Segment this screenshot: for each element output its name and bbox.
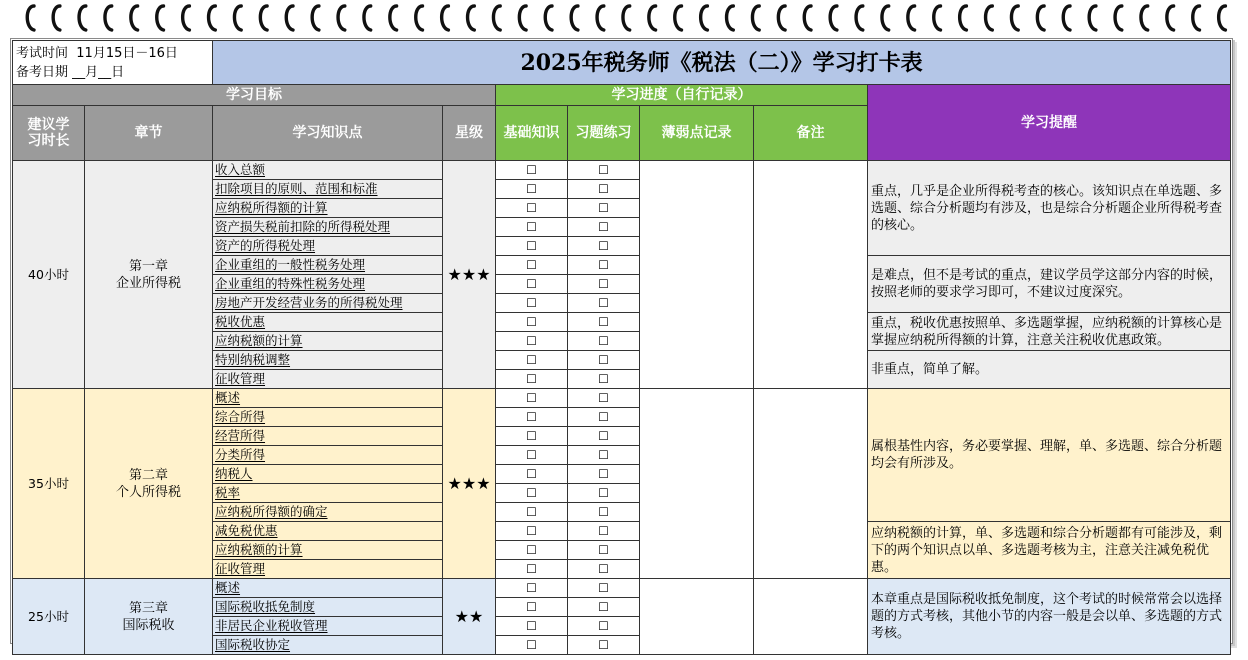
- knowledge-point: 房地产开发经营业务的所得税处理: [213, 294, 443, 313]
- basic-checkbox[interactable]: ☐: [496, 541, 568, 560]
- suggested-hours: 35小时: [13, 389, 85, 579]
- chapter-title: 企业所得税: [116, 275, 182, 291]
- exam-info: [13, 41, 213, 85]
- binding-ring: [260, 6, 267, 30]
- topic-header: 学习知识点: [213, 106, 443, 161]
- chapter-number: 第一章: [129, 258, 169, 274]
- basic-checkbox[interactable]: ☐: [496, 199, 568, 218]
- practice-checkbox[interactable]: ☐: [568, 313, 640, 332]
- study-reminder: 属根基性内容，务必要掌握、理解，单、多选题、综合分析题均会有所涉及。: [868, 389, 1231, 522]
- study-checkin-table: [12, 40, 1231, 655]
- basic-checkbox[interactable]: ☐: [496, 275, 568, 294]
- knowledge-point: 资产的所得税处理: [213, 237, 443, 256]
- knowledge-point: 应纳税所得额的确定: [213, 503, 443, 522]
- basic-checkbox[interactable]: ☐: [496, 408, 568, 427]
- table-row: [13, 161, 1231, 180]
- knowledge-point: 企业重组的一般性税务处理: [213, 256, 443, 275]
- binding-ring: [986, 6, 993, 30]
- practice-checkbox[interactable]: ☐: [568, 237, 640, 256]
- stars-header: 星级: [443, 106, 496, 161]
- chapter-name: [85, 579, 213, 655]
- star-rating: ★★★: [443, 161, 496, 389]
- table-row: [13, 389, 1231, 408]
- practice-checkbox[interactable]: ☐: [568, 180, 640, 199]
- exam-time-label: 考试时间: [16, 45, 69, 61]
- practice-checkbox[interactable]: ☐: [568, 617, 640, 636]
- knowledge-point: 分类所得: [213, 446, 443, 465]
- practice-checkbox[interactable]: ☐: [568, 541, 640, 560]
- basic-checkbox[interactable]: ☐: [496, 465, 568, 484]
- table-row: [13, 579, 1231, 598]
- binding-ring: [1011, 6, 1018, 30]
- knowledge-point: 综合所得: [213, 408, 443, 427]
- star-rating: ★★: [443, 579, 496, 655]
- practice-header: 习题练习: [568, 106, 640, 161]
- knowledge-point: 企业重组的特殊性税务处理: [213, 275, 443, 294]
- binding-ring: [1141, 6, 1148, 30]
- binding-ring: [571, 6, 578, 30]
- weak-point-record[interactable]: [640, 161, 754, 389]
- basic-checkbox[interactable]: ☐: [496, 313, 568, 332]
- weak-header: 薄弱点记录: [640, 106, 754, 161]
- chapter-title: 个人所得税: [116, 484, 182, 500]
- practice-checkbox[interactable]: ☐: [568, 332, 640, 351]
- binding-ring: [519, 6, 526, 30]
- practice-checkbox[interactable]: ☐: [568, 484, 640, 503]
- binding-ring: [131, 6, 138, 30]
- basic-checkbox[interactable]: ☐: [496, 503, 568, 522]
- knowledge-point: 税收优惠: [213, 313, 443, 332]
- binding-ring: [856, 6, 863, 30]
- binding-ring: [1063, 6, 1070, 30]
- binding-ring: [1193, 6, 1200, 30]
- binding-ring: [1167, 6, 1174, 30]
- knowledge-point: 国际税收抵免制度: [213, 598, 443, 617]
- study-reminder: 重点，税收优惠按照单、多选题掌握，应纳税额的计算核心是掌握应纳税所得额的计算，注意关注税收优惠政策。: [868, 313, 1231, 351]
- knowledge-point: 概述: [213, 579, 443, 598]
- chapter-number: 第三章: [129, 600, 169, 616]
- binding-ring: [416, 6, 423, 30]
- note-cell[interactable]: [754, 161, 868, 389]
- basic-checkbox[interactable]: ☐: [496, 446, 568, 465]
- knowledge-point: 扣除项目的原则、范围和标准: [213, 180, 443, 199]
- practice-checkbox[interactable]: ☐: [568, 446, 640, 465]
- binding-ring: [312, 6, 319, 30]
- binding-ring: [752, 6, 759, 30]
- basic-checkbox[interactable]: ☐: [496, 636, 568, 655]
- binding-ring: [27, 6, 34, 30]
- note-cell[interactable]: [754, 579, 868, 655]
- practice-checkbox[interactable]: ☐: [568, 351, 640, 370]
- binding-ring: [53, 6, 60, 30]
- practice-checkbox[interactable]: ☐: [568, 522, 640, 541]
- spiral-binding: [0, 0, 1248, 36]
- knowledge-point: 征收管理: [213, 560, 443, 579]
- knowledge-point: 减免税优惠: [213, 522, 443, 541]
- binding-ring: [468, 6, 475, 30]
- binding-ring: [105, 6, 112, 30]
- practice-checkbox[interactable]: ☐: [568, 579, 640, 598]
- knowledge-point: 应纳税额的计算: [213, 332, 443, 351]
- knowledge-point: 经营所得: [213, 427, 443, 446]
- binding-ring: [364, 6, 371, 30]
- group-goal-header: 学习目标: [13, 85, 496, 106]
- study-reminder: 本章重点是国际税收抵免制度，这个考试的时候常常会以选择题的方式考核，其他小节的内容一般是会以单、多选题的方式考核。: [868, 579, 1231, 655]
- chapter-name: [85, 389, 213, 579]
- basic-checkbox[interactable]: ☐: [496, 180, 568, 199]
- prep-date-value[interactable]: __月__日: [72, 64, 125, 80]
- knowledge-point: 应纳税所得额的计算: [213, 199, 443, 218]
- note-cell[interactable]: [754, 389, 868, 579]
- study-reminder: 重点，几乎是企业所得税考查的核心。该知识点在单选题、多选题、综合分析题均有涉及，也是综合分析题企业所得税考查的核心。: [868, 161, 1231, 256]
- practice-checkbox[interactable]: ☐: [568, 256, 640, 275]
- study-reminder: 非重点，简单了解。: [868, 351, 1231, 389]
- binding-ring: [804, 6, 811, 30]
- knowledge-point: 非居民企业税收管理: [213, 617, 443, 636]
- binding-ring: [960, 6, 967, 30]
- group-progress-header: 学习进度（自行记录）: [496, 85, 868, 106]
- basic-checkbox[interactable]: ☐: [496, 598, 568, 617]
- practice-checkbox[interactable]: ☐: [568, 408, 640, 427]
- basic-checkbox[interactable]: ☐: [496, 256, 568, 275]
- binding-ring: [934, 6, 941, 30]
- chapter-header: 章节: [85, 106, 213, 161]
- practice-checkbox[interactable]: ☐: [568, 218, 640, 237]
- basic-checkbox[interactable]: ☐: [496, 579, 568, 598]
- prep-date-label: 备考日期: [16, 64, 69, 80]
- sheet-title: 2025年税务师《税法（二）》学习打卡表: [213, 41, 1231, 85]
- study-reminder: 应纳税额的计算，单、多选题和综合分析题都有可能涉及，剩下的两个知识点以单、多选题考核为主，注意关注减免税优惠。: [868, 522, 1231, 579]
- binding-ring: [493, 6, 500, 30]
- binding-ring: [778, 6, 785, 30]
- binding-ring: [545, 6, 552, 30]
- practice-checkbox[interactable]: ☐: [568, 161, 640, 180]
- practice-checkbox[interactable]: ☐: [568, 427, 640, 446]
- study-reminder: 是难点，但不是考试的重点，建议学员学这部分内容的时候，按照老师的要求学习即可，不建议过度深究。: [868, 256, 1231, 313]
- exam-time-value: 11月15日－16日: [76, 45, 178, 61]
- binding-ring: [701, 6, 708, 30]
- weak-point-record[interactable]: [640, 389, 754, 579]
- basic-header: 基础知识: [496, 106, 568, 161]
- basic-checkbox[interactable]: ☐: [496, 218, 568, 237]
- binding-ring: [1089, 6, 1096, 30]
- binding-ring: [623, 6, 630, 30]
- knowledge-point: 国际税收协定: [213, 636, 443, 655]
- binding-ring: [234, 6, 241, 30]
- binding-ring: [183, 6, 190, 30]
- knowledge-point: 特别纳税调整: [213, 351, 443, 370]
- binding-ring: [675, 6, 682, 30]
- binding-ring: [442, 6, 449, 30]
- chapter-title: 国际税收: [122, 617, 175, 633]
- binding-ring: [390, 6, 397, 30]
- knowledge-point: 纳税人: [213, 465, 443, 484]
- basic-checkbox[interactable]: ☐: [496, 370, 568, 389]
- chapter-number: 第二章: [129, 467, 169, 483]
- binding-ring: [1219, 6, 1226, 30]
- basic-checkbox[interactable]: ☐: [496, 617, 568, 636]
- knowledge-point: 应纳税额的计算: [213, 541, 443, 560]
- basic-checkbox[interactable]: ☐: [496, 237, 568, 256]
- basic-checkbox[interactable]: ☐: [496, 427, 568, 446]
- basic-checkbox[interactable]: ☐: [496, 294, 568, 313]
- binding-ring: [79, 6, 86, 30]
- basic-checkbox[interactable]: ☐: [496, 389, 568, 408]
- knowledge-point: 税率: [213, 484, 443, 503]
- practice-checkbox[interactable]: ☐: [568, 560, 640, 579]
- weak-point-record[interactable]: [640, 579, 754, 655]
- binding-ring: [649, 6, 656, 30]
- practice-checkbox[interactable]: ☐: [568, 370, 640, 389]
- binding-ring: [830, 6, 837, 30]
- basic-checkbox[interactable]: ☐: [496, 484, 568, 503]
- suggested-hours: 40小时: [13, 161, 85, 389]
- binding-ring: [727, 6, 734, 30]
- hours-header: 建议学习时长: [13, 106, 85, 161]
- practice-checkbox[interactable]: ☐: [568, 503, 640, 522]
- reminder-header: 学习提醒: [868, 85, 1231, 161]
- practice-checkbox[interactable]: ☐: [568, 294, 640, 313]
- checkin-sheet: [10, 38, 1233, 652]
- suggested-hours: 25小时: [13, 579, 85, 655]
- basic-checkbox[interactable]: ☐: [496, 522, 568, 541]
- basic-checkbox[interactable]: ☐: [496, 332, 568, 351]
- knowledge-point: 收入总额: [213, 161, 443, 180]
- binding-ring: [338, 6, 345, 30]
- binding-ring: [882, 6, 889, 30]
- binding-ring: [286, 6, 293, 30]
- practice-checkbox[interactable]: ☐: [568, 636, 640, 655]
- practice-checkbox[interactable]: ☐: [568, 389, 640, 408]
- binding-ring: [597, 6, 604, 30]
- practice-checkbox[interactable]: ☐: [568, 465, 640, 484]
- basic-checkbox[interactable]: ☐: [496, 560, 568, 579]
- binding-ring: [209, 6, 216, 30]
- chapter-name: [85, 161, 213, 389]
- basic-checkbox[interactable]: ☐: [496, 351, 568, 370]
- practice-checkbox[interactable]: ☐: [568, 275, 640, 294]
- binding-ring: [1115, 6, 1122, 30]
- practice-checkbox[interactable]: ☐: [568, 199, 640, 218]
- knowledge-point: 征收管理: [213, 370, 443, 389]
- knowledge-point: 资产损失税前扣除的所得税处理: [213, 218, 443, 237]
- binding-ring: [908, 6, 915, 30]
- practice-checkbox[interactable]: ☐: [568, 598, 640, 617]
- basic-checkbox[interactable]: ☐: [496, 161, 568, 180]
- binding-ring: [1037, 6, 1044, 30]
- star-rating: ★★★: [443, 389, 496, 579]
- note-header: 备注: [754, 106, 868, 161]
- knowledge-point: 概述: [213, 389, 443, 408]
- binding-ring: [157, 6, 164, 30]
